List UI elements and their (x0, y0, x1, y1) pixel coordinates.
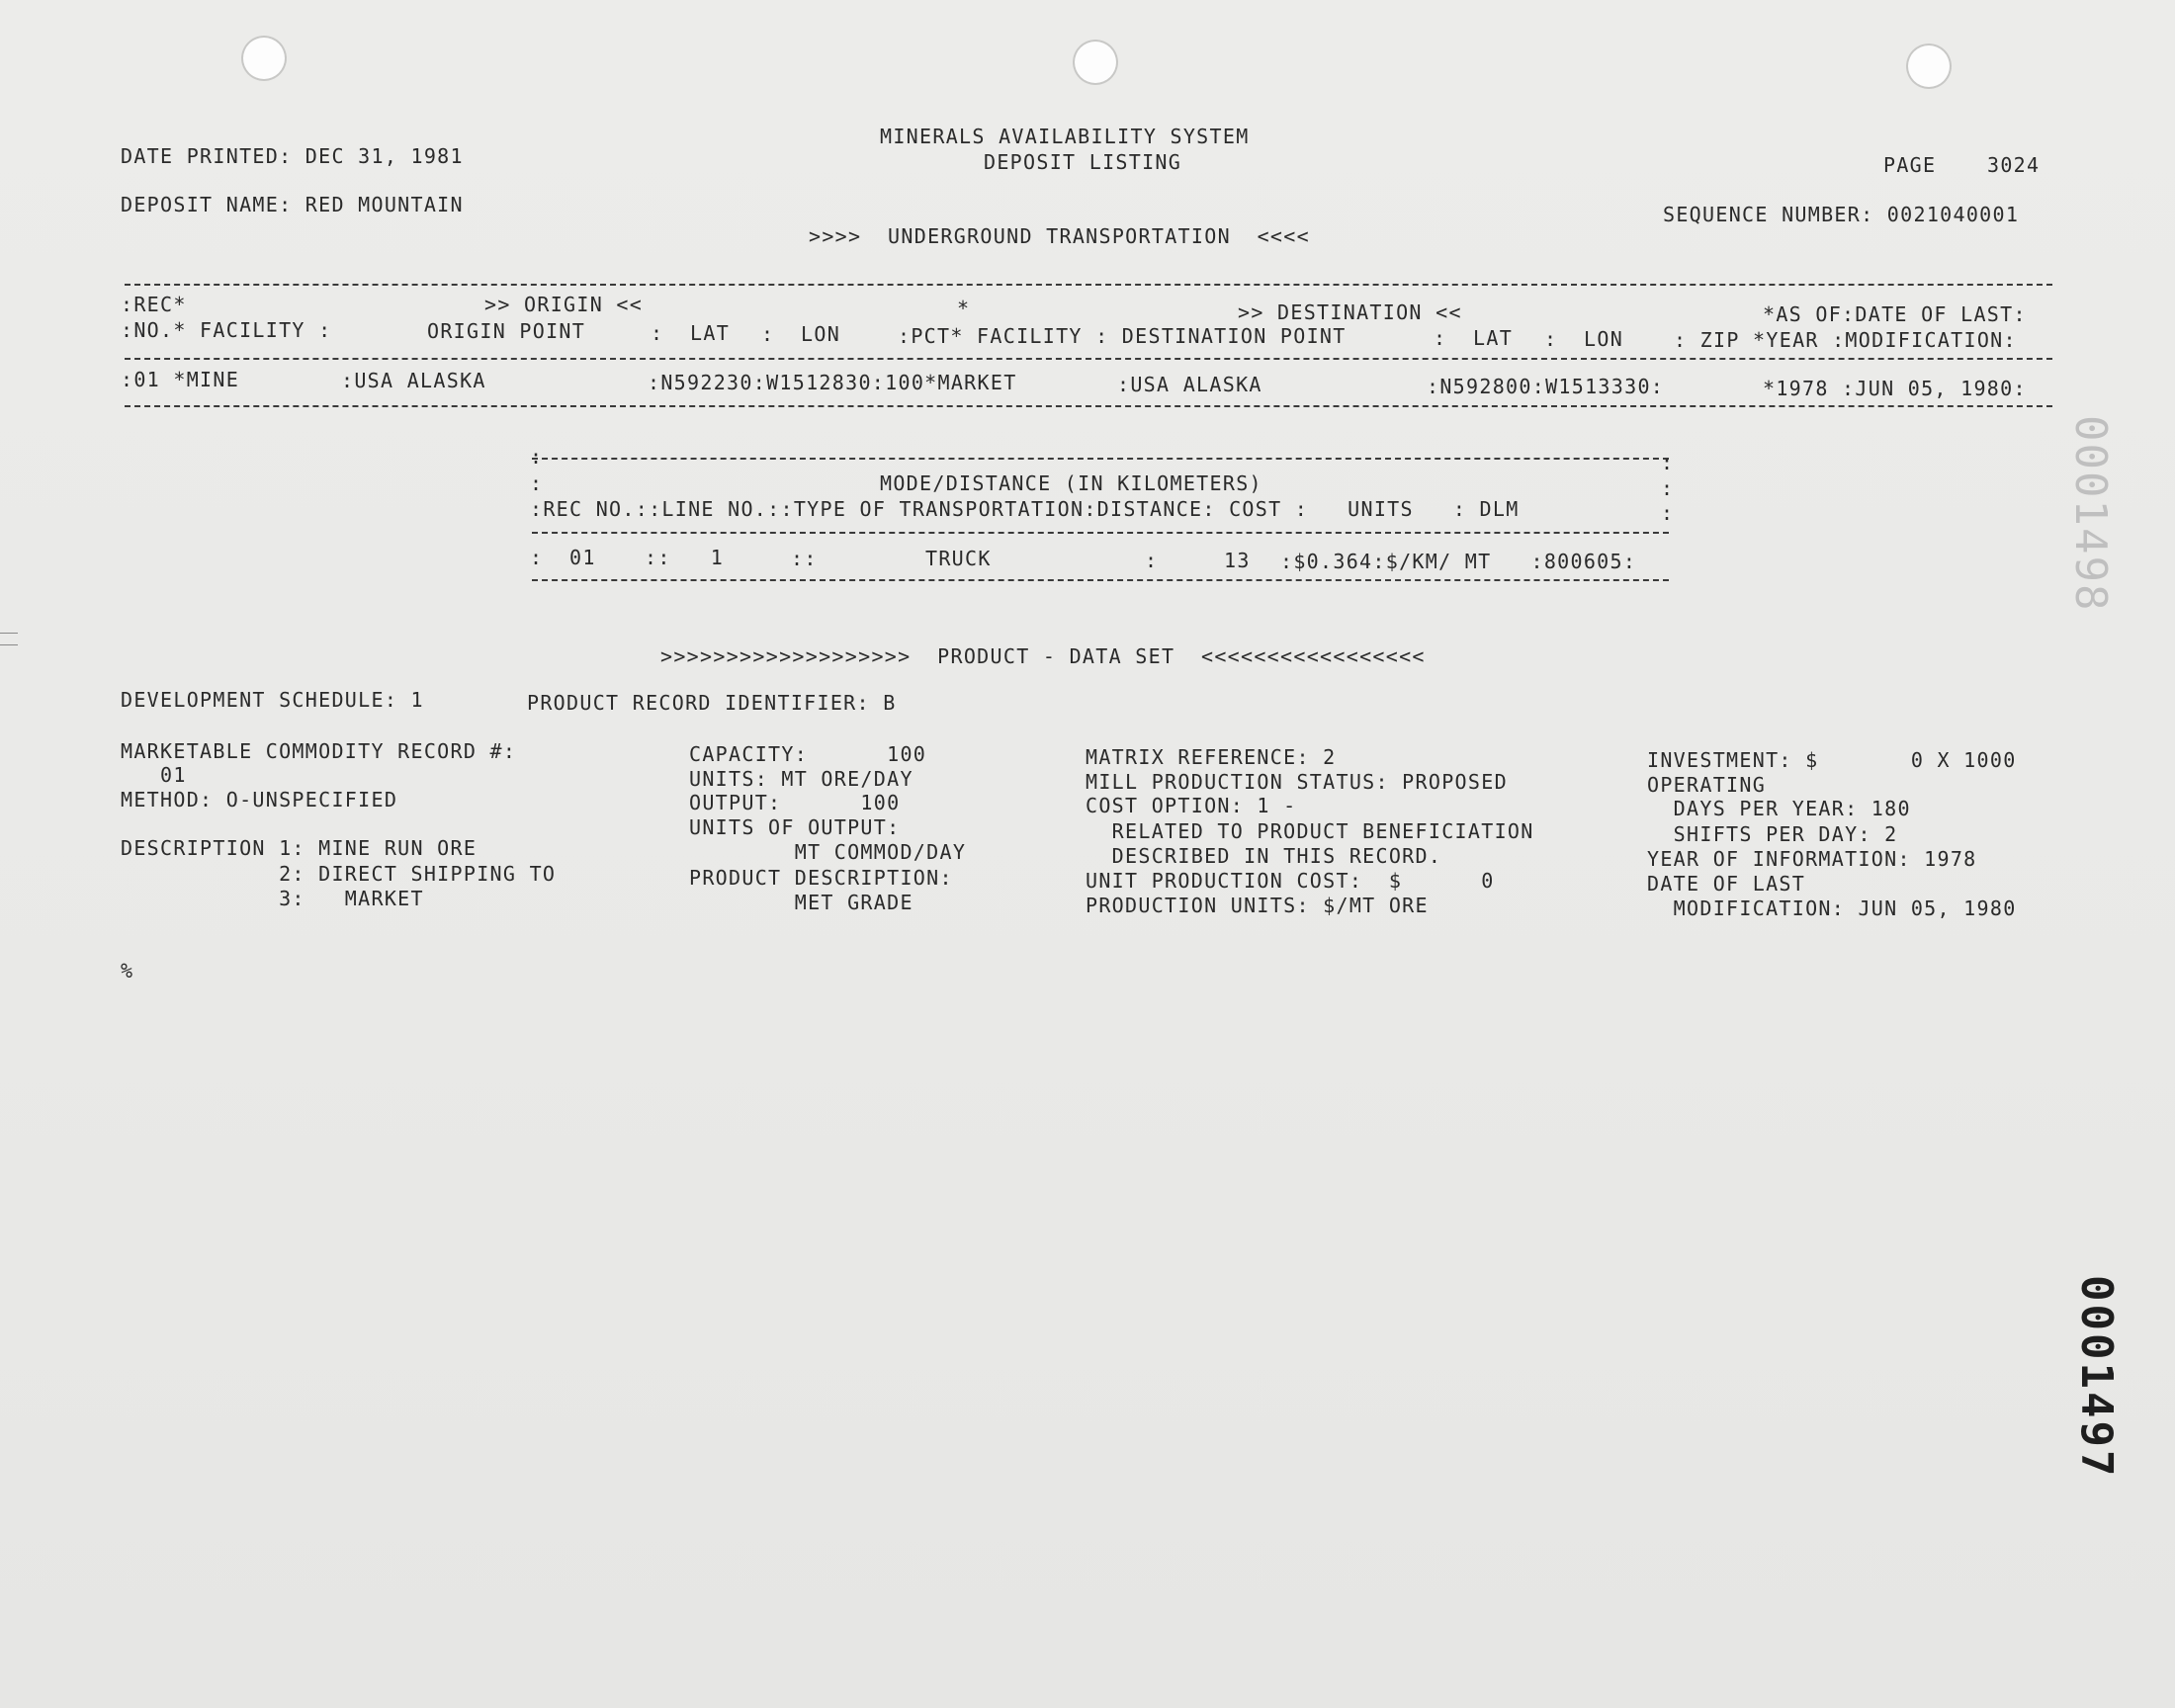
edge-mark (0, 633, 18, 634)
mode-rule-mid (532, 532, 1669, 534)
method: METHOD: O-UNSPECIFIED (121, 788, 398, 811)
output-units-value: MT COMMOD/DAY (689, 840, 967, 864)
header-lon-dest: : LON (1544, 327, 1624, 351)
header-lat-origin: : LAT (651, 321, 731, 345)
product-record-identifier: PRODUCT RECORD IDENTIFIER: B (527, 691, 897, 715)
output-units-label: UNITS OF OUTPUT: (689, 815, 901, 839)
mode-row-distance: : 13 (1145, 549, 1251, 572)
cost-option: COST OPTION: 1 - (1086, 794, 1297, 817)
production-units: PRODUCTION UNITS: $/MT ORE (1086, 894, 1429, 917)
row-dest-point: :USA ALASKA (1117, 373, 1262, 396)
operating-label: OPERATING (1647, 773, 1767, 797)
row-rec-facility: :01 *MINE (121, 368, 240, 391)
commodity-record-label: MARKETABLE COMMODITY RECORD #: (121, 739, 517, 763)
header-origin: >> ORIGIN << (484, 293, 644, 316)
unit-production-cost: UNIT PRODUCTION COST: $ 0 (1086, 869, 1495, 893)
mode-edge-right: : (1661, 501, 1675, 525)
footer-mark: % (121, 959, 134, 982)
system-title: MINERALS AVAILABILITY SYSTEM (880, 125, 1250, 148)
page-label: PAGE (1883, 153, 1937, 177)
shifts-per-day: SHIFTS PER DAY: 2 (1647, 822, 1898, 846)
header-star: * (957, 297, 971, 320)
mode-row-type: TRUCK (925, 547, 992, 570)
row-year-mod: *1978 :JUN 05, 1980: (1763, 377, 2027, 400)
table-rule-mid (125, 358, 2052, 360)
header-no-facility: :NO.* FACILITY : (121, 318, 332, 342)
page-number: 3024 (1987, 153, 2041, 177)
header-lat-dest: : LAT (1434, 326, 1514, 350)
matrix-reference: MATRIX REFERENCE: 2 (1086, 745, 1337, 769)
mode-row-rec: : 01 (530, 546, 596, 569)
faint-stamp-number: 0001498 (2065, 415, 2116, 613)
cost-option-detail-2: DESCRIBED IN THIS RECORD. (1086, 844, 1442, 868)
mode-title: MODE/DISTANCE (IN KILOMETERS) (880, 471, 1262, 495)
mode-header: :REC NO.::LINE NO.::TYPE OF TRANSPORTATION:DISTANCE: COST : UNITS : DLM (530, 497, 1520, 521)
mode-edge-right: : (1661, 451, 1675, 474)
mill-production-status: MILL PRODUCTION STATUS: PROPOSED (1086, 770, 1508, 794)
description-1: DESCRIPTION 1: MINE RUN ORE (121, 836, 478, 860)
header-origin-point: ORIGIN POINT (427, 319, 586, 343)
date-printed: DATE PRINTED: DEC 31, 1981 (121, 144, 464, 168)
punch-hole-center (1073, 40, 1118, 85)
output: OUTPUT: 100 (689, 791, 901, 814)
mode-edge-left: : (530, 445, 544, 469)
mode-row-cost-units-dlm: :$0.364:$/KM/ MT :800605: (1280, 550, 1637, 573)
edge-mark (0, 644, 18, 645)
punch-hole-left (241, 36, 287, 81)
mode-rule-bottom (532, 579, 1669, 581)
investment: INVESTMENT: $ 0 X 1000 (1647, 748, 2017, 772)
row-dest-latlon: :N592800:W1513330: (1427, 375, 1665, 398)
commodity-record-value: 01 (121, 763, 187, 787)
deposit-name: DEPOSIT NAME: RED MOUNTAIN (121, 193, 464, 216)
product-description-label: PRODUCT DESCRIPTION: (689, 866, 953, 890)
development-schedule: DEVELOPMENT SCHEDULE: 1 (121, 688, 424, 712)
product-title: >>>>>>>>>>>>>>>>>>> PRODUCT - DATA SET <<<<<<<<<<<<<<<<< (660, 644, 1426, 668)
header-lon-origin: : LON (761, 322, 841, 346)
header-as-of: *AS OF:DATE OF LAST: (1763, 302, 2027, 326)
mode-row-line: :: 1 (645, 546, 725, 569)
header-destination: >> DESTINATION << (1238, 300, 1462, 324)
days-per-year: DAYS PER YEAR: 180 (1647, 797, 1911, 820)
stamp-number: 0001497 (2071, 1275, 2122, 1480)
description-3: 3: MARKET (121, 887, 424, 910)
mode-edge-right: : (1661, 476, 1675, 500)
date-of-last-label: DATE OF LAST (1647, 872, 1806, 896)
row-origin-point: :USA ALASKA (341, 369, 486, 392)
row-latlon-pct: :N592230:W1512830:100*MARKET (648, 371, 1017, 394)
year-of-information: YEAR OF INFORMATION: 1978 (1647, 847, 1977, 871)
listing-title: DEPOSIT LISTING (984, 150, 1182, 174)
table-rule-top (125, 284, 2052, 286)
sequence-number: SEQUENCE NUMBER: 0021040001 (1663, 203, 2020, 226)
header-rec: :REC* (121, 293, 187, 316)
header-pct-facility: :PCT* FACILITY : DESTINATION POINT (898, 324, 1347, 348)
capacity-units: UNITS: MT ORE/DAY (689, 767, 914, 791)
mode-rule-top (532, 458, 1669, 460)
punch-hole-right (1906, 43, 1952, 89)
mode-row-sep: :: (791, 547, 818, 570)
product-description-value: MET GRADE (689, 891, 914, 914)
description-2: 2: DIRECT SHIPPING TO (121, 862, 557, 886)
modification-date: MODIFICATION: JUN 05, 1980 (1647, 897, 2017, 920)
table-rule-bottom (125, 405, 2052, 407)
cost-option-detail-1: RELATED TO PRODUCT BENEFICIATION (1086, 819, 1534, 843)
mode-edge-left: : (530, 471, 544, 495)
section-title: >>>> UNDERGROUND TRANSPORTATION <<<< (809, 224, 1310, 248)
capacity: CAPACITY: 100 (689, 742, 927, 766)
header-zip-year: : ZIP *YEAR :MODIFICATION: (1674, 328, 2017, 352)
